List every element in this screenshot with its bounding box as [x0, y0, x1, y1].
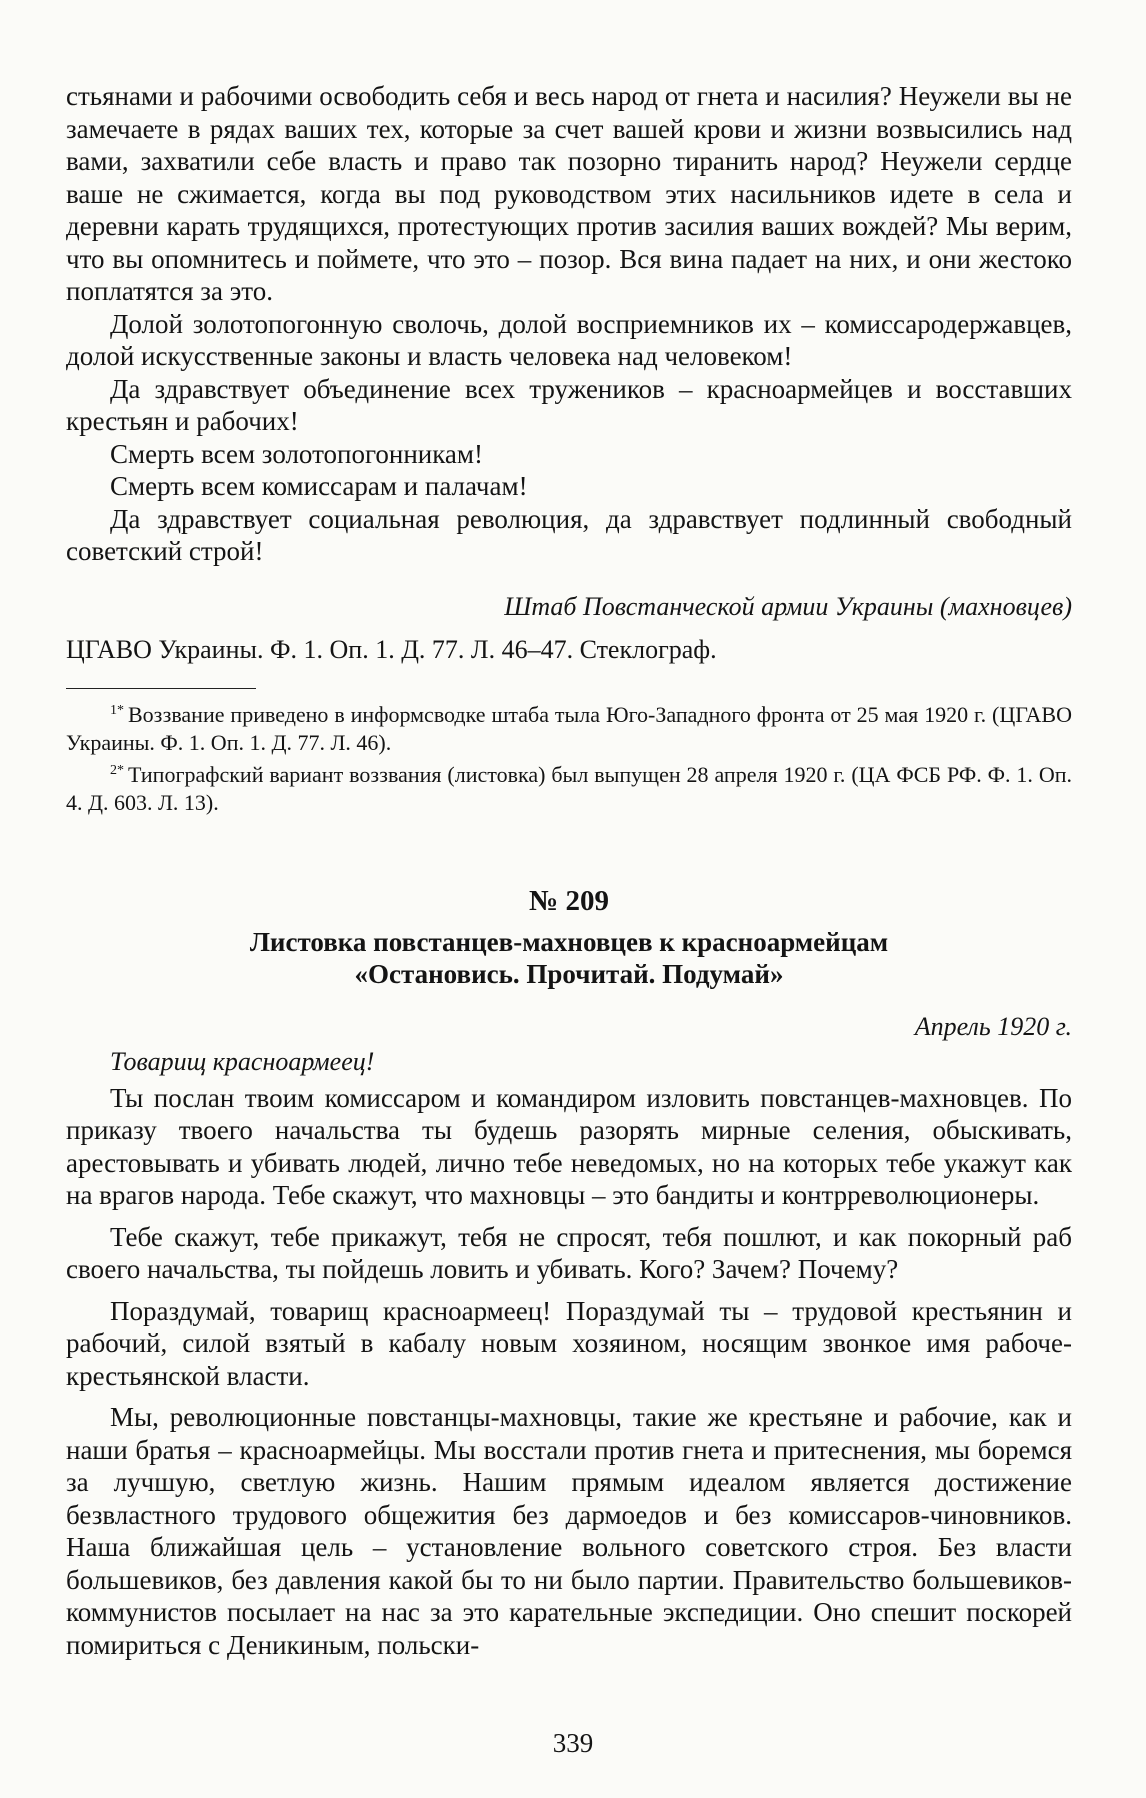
document-date: Апрель 1920 г.	[914, 1011, 1072, 1041]
document-text	[66, 1082, 1072, 1662]
intro-paragraph-2: Долой золотопогонную сволочь, долой восприемников их – комиссародержавцев, долой искусственные законы и власть человека над человеком!	[66, 308, 1072, 371]
document-paragraph-3: Пораздумай, товарищ красноармеец! Пораздумай ты – трудовой крестьянин и рабочий, силой взятый в кабалу новым хозяином, носящим звонкое имя рабоче-крестьянской власти.	[66, 1295, 1072, 1391]
footnote-1-text: Воззвание приведено в информсводке штаба тыла Юго-Западного фронта от 25 мая 1920 г. (ЦГАВО Украины. Ф. 1. Оп. 1. Д. 77. Л. 46).	[66, 701, 1072, 755]
footnote-1	[66, 697, 1072, 757]
salutation: Товарищ красноармеец!	[110, 1046, 375, 1076]
footnotes	[66, 697, 1072, 817]
footnote-2-text: Типографский вариант воззвания (листовка) был выпущен 28 апреля 1920 г. (ЦА ФСБ РФ. Ф. 1. Оп. 4. Д. 603. Л. 13).	[66, 761, 1072, 815]
page-number: 339	[552, 1728, 594, 1758]
intro-paragraph-1: стьянами и рабочими освободить себя и весь народ от гнета и насилия? Неужели вы не замечаете в рядах ваших тех, которые за счет вашей крови и жизни возвысились над вами, захватили себе власть и право так позорно тиранить народ? Неужели сердце ваше не сжимается, когда вы под руководством этих насильников идете в села и деревни карать трудящихся, протестующих против засилия ваших вождей? Мы верим, что вы опомнитесь и поймете, что это – позор. Вся вина падает на них, и они жестоко поплатятся за это.	[66, 81, 1072, 306]
intro-paragraph-5: Смерть всем комиссарам и палачам!	[110, 471, 528, 501]
archive-reference: ЦГАВО Украины. Ф. 1. Оп. 1. Д. 77. Л. 46–47. Стеклограф.	[66, 634, 717, 664]
document-title-line-2: «Остановись. Прочитай. Подумай»	[354, 958, 784, 989]
intro-paragraph-3: Да здравствует объединение всех тружеников – красноармейцев и восставших крестьян и рабочих!	[66, 373, 1072, 436]
document-title	[66, 926, 1072, 990]
document-paragraph-2: Тебе скажут, тебе прикажут, тебя не спросят, тебя пошлют, и как покорный раб своего начальства, ты пойдешь ловить и убивать. Кого? Зачем? Почему?	[66, 1221, 1072, 1284]
intro-text	[66, 80, 1072, 568]
document-paragraph-1: Ты послан твоим комиссаром и командиром изловить повстанцев-махновцев. По приказу твоего начальства ты будешь разорять мирные селения, обыскивать, арестовывать и убивать людей, лично тебе неведомых, но на которых тебе укажут как на врагов народа. Тебе скажут, что махновцы – это бандиты и контрреволюционеры.	[66, 1082, 1072, 1210]
footnote-divider	[66, 688, 256, 689]
signature: Штаб Повстанческой армии Украины (махновцев)	[504, 591, 1072, 621]
footnote-1-mark: 1*	[110, 702, 124, 718]
document-number: № 209	[529, 884, 609, 917]
document-title-line-1: Листовка повстанцев-махновцев к красноармейцам	[249, 926, 889, 957]
intro-paragraph-6: Да здравствует социальная революция, да здравствует подлинный свободный советский строй!	[66, 503, 1072, 566]
footnote-2	[66, 757, 1072, 817]
intro-paragraph-4: Смерть всем золотопогонникам!	[110, 438, 483, 469]
footnote-2-mark: 2*	[110, 762, 124, 778]
document-paragraph-4: Мы, революционные повстанцы-махновцы, такие же крестьяне и рабочие, как и наши братья – красноармейцы. Мы восстали против гнета и притеснения, мы боремся за лучшую, светлую жизнь. Нашим прямым идеалом является достижение безвластного трудового общежития без дармоедов и без комиссаров-чиновников. Наша ближайшая цель – установление вольного советского строя. Без власти большевиков, без давления какой бы то ни было партии. Правительство большевиков-коммунистов посылает на нас за это карательные экспедиции. Оно спешит поскорей помириться с Деникиным, польски-	[66, 1402, 1072, 1660]
